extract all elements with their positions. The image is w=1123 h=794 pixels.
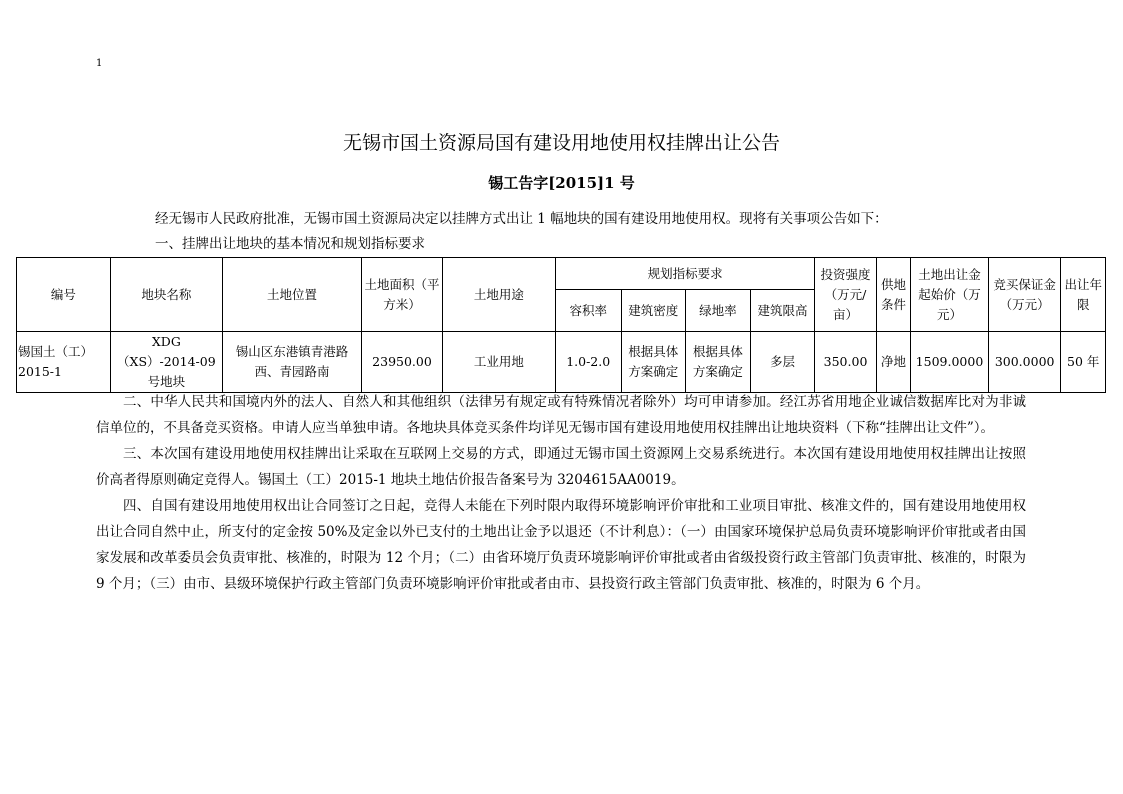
header-investment: 投资强度（万元/亩）: [815, 258, 877, 332]
paragraph-4: 四、自国有建设用地使用权出让合同签订之日起，竞得人未能在下列时限内取得环境影响评价审批和工业项目审批、核准文件的，国有建设用地使用权出让合同自然中止，所支付的定金按 50%及定金以外已支付的土地出让金予以退还（不计利息）：（一）由国家环境保护总局负责环境影响评价审批或者由国家发展和改革委员会负责审批、核准的，时限为 12 个月；（二）由省环境厅负责环境影响评价审批或者由省级投资行政主管部门负责审批、核准的，时限为 9 个月；（三）由市、县级环境保护行政主管部门负责环境影响评价审批或者由市、县投资行政主管部门负责审批、核准的，时限为 6 个月。: [96, 498, 1026, 592]
header-location: 土地位置: [222, 258, 361, 332]
table-row: [17, 332, 1106, 393]
intro-paragraph: 经无锡市人民政府批准，无锡市国土资源局决定以挂牌方式出让 1 幅地块的国有建设用地使用权。现将有关事项公告如下：: [155, 211, 888, 227]
paragraph-2: 二、中华人民共和国境内外的法人、自然人和其他组织（法律另有规定或有特殊情况者除外）均可申请参加。经江苏省用地企业诚信数据库比对为非诚信单位的，不具备竞买资格。申请人应当单独申请。各地块具体竞买条件均详见无锡市国有建设用地使用权挂牌出让地块资料（下称“挂牌出让文件”）。: [96, 394, 1026, 436]
header-use: 土地用途: [442, 258, 555, 332]
header-deposit: 竞买保证金（万元）: [988, 258, 1061, 332]
header-height: 建筑限高: [750, 290, 815, 332]
page-number: 1: [96, 58, 103, 69]
header-start-price: 土地出让金起始价（万元）: [911, 258, 989, 332]
section-1-heading: 一、挂牌出让地块的基本情况和规划指标要求: [155, 236, 425, 252]
document-number: 锡工告字[2015]1 号: [488, 174, 635, 192]
cell-use: 工业用地: [442, 332, 555, 393]
land-info-table: [16, 257, 1106, 393]
document-title: 无锡市国土资源局国有建设用地使用权挂牌出让公告: [342, 132, 780, 154]
header-density: 建筑密度: [621, 290, 686, 332]
header-name: 地块名称: [110, 258, 222, 332]
header-area: 土地面积（平方米）: [362, 258, 443, 332]
cell-area: 23950.00: [362, 332, 443, 393]
cell-deposit: 300.0000: [988, 332, 1061, 393]
cell-far: 1.0-2.0: [555, 332, 621, 393]
body-paragraphs: [96, 389, 1026, 597]
header-code: 编号: [17, 258, 111, 332]
cell-term: 50 年: [1061, 332, 1106, 393]
cell-supply: 净地: [876, 332, 910, 393]
cell-density: 根据具体方案确定: [621, 332, 686, 393]
header-far: 容积率: [555, 290, 621, 332]
header-term: 出让年限: [1061, 258, 1106, 332]
cell-green: 根据具体方案确定: [686, 332, 751, 393]
cell-start-price: 1509.0000: [911, 332, 989, 393]
paragraph-3: 三、本次国有建设用地使用权挂牌出让采取在互联网上交易的方式，即通过无锡市国土资源网上交易系统进行。本次国有建设用地使用权挂牌出让按照价高者得原则确定竞得人。锡国土（工）2015-1 地块土地估价报告备案号为 3204615AA0019。: [96, 446, 1026, 488]
header-supply: 供地条件: [876, 258, 910, 332]
header-green: 绿地率: [686, 290, 751, 332]
cell-name: XDG（XS）-2014-09 号地块: [110, 332, 222, 393]
cell-investment: 350.00: [815, 332, 877, 393]
cell-height: 多层: [750, 332, 815, 393]
cell-location: 锡山区东港镇青港路西、青园路南: [222, 332, 361, 393]
cell-code: 锡国土（工）2015-1: [17, 332, 111, 393]
header-planning: 规划指标要求: [555, 258, 814, 290]
